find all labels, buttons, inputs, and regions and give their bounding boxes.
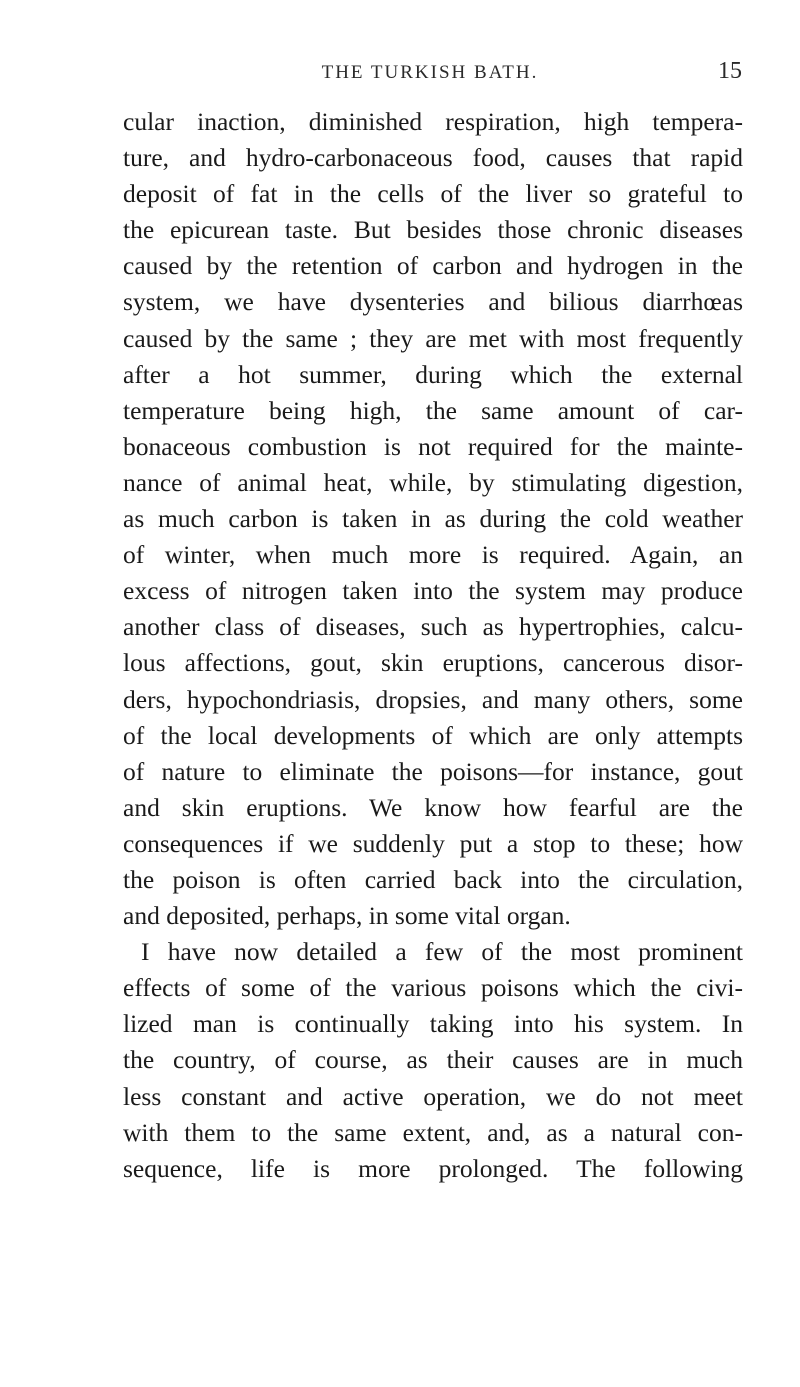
text-line: sequence, life is more prolonged. The following bbox=[123, 1153, 743, 1183]
text-line: ders, hypochondriasis, dropsies, and many others, some bbox=[123, 684, 743, 714]
text-line: bonaceous combustion is not required for the mainte- bbox=[123, 431, 743, 461]
text-line: after a hot summer, during which the external bbox=[123, 359, 743, 389]
text-line: and skin eruptions. We know how fearful are the bbox=[123, 792, 743, 822]
text-line: caused by the same ; they are met with most frequently bbox=[123, 323, 743, 353]
text-line: with them to the same extent, and, as a natural con- bbox=[123, 1117, 743, 1147]
text-line: of winter, when much more is required. Again, an bbox=[123, 540, 743, 570]
text-line: the country, of course, as their causes are in much bbox=[123, 1045, 743, 1075]
page-number: 15 bbox=[718, 58, 742, 84]
text-line: consequences if we suddenly put a stop to these; how bbox=[123, 828, 743, 858]
text-line: as much carbon is taken in as during the cold weather bbox=[123, 504, 743, 534]
text-line: of the local developments of which are only attempts bbox=[123, 720, 743, 750]
text-line: another class of diseases, such as hypertrophies, calcu- bbox=[123, 612, 743, 642]
running-head bbox=[118, 58, 742, 92]
text-line: lized man is continually taking into his system. In bbox=[123, 1009, 743, 1039]
text-line: caused by the retention of carbon and hydrogen in the bbox=[123, 251, 743, 281]
text-line: nance of animal heat, while, by stimulating digestion, bbox=[123, 467, 743, 497]
text-line: deposit of fat in the cells of the liver so grateful to bbox=[123, 179, 743, 209]
text-line: the epicurean taste. But besides those chronic diseases bbox=[123, 215, 743, 245]
paragraph-start-line: I have now detailed a few of the most prominent bbox=[141, 937, 743, 967]
body-text bbox=[123, 104, 743, 1187]
text-line: temperature being high, the same amount of car- bbox=[123, 395, 743, 425]
text-line: lous affections, gout, skin eruptions, cancerous disor- bbox=[123, 648, 743, 678]
running-title: THE TURKISH BATH. bbox=[321, 62, 539, 83]
text-line: cular inaction, diminished respiration, high tempera- bbox=[123, 107, 743, 136]
text-line: less constant and active operation, we do not meet bbox=[123, 1081, 743, 1111]
text-line: of nature to eliminate the poisons—for instance, gout bbox=[123, 756, 743, 786]
text-line: ture, and hydro-carbonaceous food, causes that rapid bbox=[123, 143, 743, 173]
text-line: effects of some of the various poisons which the civi- bbox=[123, 973, 743, 1003]
paragraph-end-line: and deposited, perhaps, in some vital organ. bbox=[123, 901, 571, 931]
text-line: the poison is often carried back into the circulation, bbox=[123, 864, 743, 894]
text-line: system, we have dysenteries and bilious diarrhœas bbox=[123, 287, 743, 317]
text-line: excess of nitrogen taken into the system may produce bbox=[123, 576, 743, 606]
